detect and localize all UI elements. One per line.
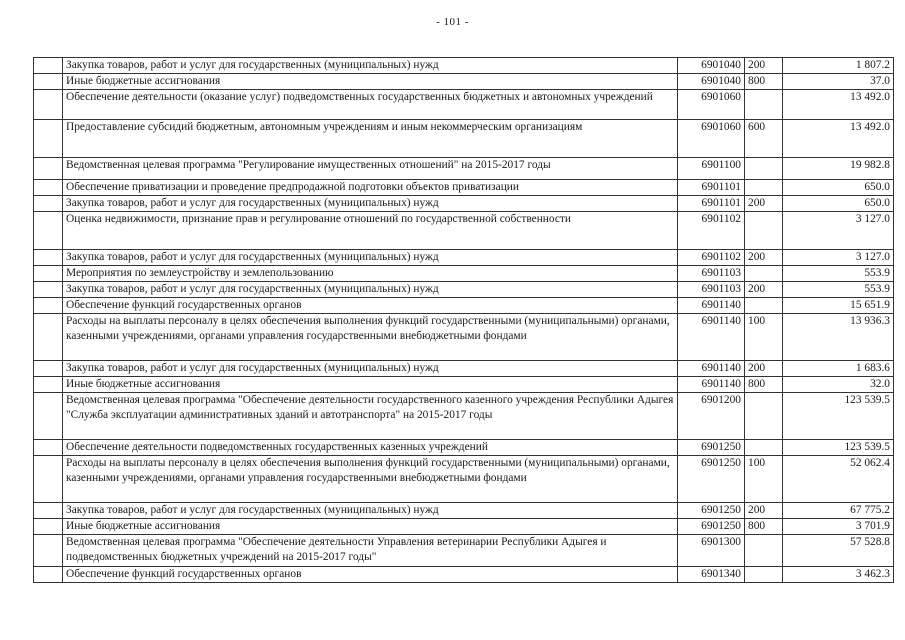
table-row — [34, 519, 894, 535]
table-row — [34, 440, 894, 456]
table-row — [34, 180, 894, 196]
table-row — [34, 503, 894, 519]
row-type-cell: 200 — [745, 58, 783, 74]
table-row — [34, 567, 894, 583]
row-code-cell: 6901060 — [678, 120, 745, 158]
row-name-cell: Расходы на выплаты персоналу в целях обеспечения выполнения функций государственными (муниципальными) органами, казенными учреждениями, органами управления государственными внебюджетными фондами — [63, 456, 678, 503]
table-row — [34, 266, 894, 282]
row-amount-cell: 1 683.6 — [783, 361, 894, 377]
row-code-cell: 6901101 — [678, 180, 745, 196]
row-marker-cell — [34, 212, 63, 250]
row-code-cell: 6901060 — [678, 90, 745, 120]
table-row — [34, 298, 894, 314]
row-type-cell: 200 — [745, 196, 783, 212]
row-code-cell: 6901200 — [678, 393, 745, 440]
row-code-cell: 6901140 — [678, 361, 745, 377]
row-name-cell: Закупка товаров, работ и услуг для государственных (муниципальных) нужд — [63, 503, 678, 519]
budget-table-body — [34, 58, 894, 583]
row-marker-cell — [34, 314, 63, 361]
row-marker-cell — [34, 74, 63, 90]
row-marker-cell — [34, 456, 63, 503]
row-type-cell: 800 — [745, 519, 783, 535]
row-type-cell — [745, 180, 783, 196]
row-code-cell: 6901103 — [678, 282, 745, 298]
row-marker-cell — [34, 120, 63, 158]
row-marker-cell — [34, 535, 63, 567]
row-type-cell — [745, 266, 783, 282]
row-marker-cell — [34, 266, 63, 282]
table-row — [34, 58, 894, 74]
row-amount-cell: 13 492.0 — [783, 120, 894, 158]
row-code-cell: 6901102 — [678, 250, 745, 266]
row-amount-cell: 13 492.0 — [783, 90, 894, 120]
row-marker-cell — [34, 519, 63, 535]
row-code-cell: 6901102 — [678, 212, 745, 250]
row-amount-cell: 553.9 — [783, 282, 894, 298]
row-code-cell: 6901101 — [678, 196, 745, 212]
row-code-cell: 6901140 — [678, 314, 745, 361]
row-amount-cell: 650.0 — [783, 196, 894, 212]
row-code-cell: 6901250 — [678, 456, 745, 503]
row-marker-cell — [34, 180, 63, 196]
table-row — [34, 393, 894, 440]
row-type-cell — [745, 535, 783, 567]
row-amount-cell: 57 528.8 — [783, 535, 894, 567]
table-row — [34, 158, 894, 180]
row-name-cell: Ведомственная целевая программа "Регулирование имущественных отношений" на 2015-2017 годы — [63, 158, 678, 180]
row-code-cell: 6901140 — [678, 377, 745, 393]
row-amount-cell: 3 127.0 — [783, 212, 894, 250]
row-amount-cell: 3 127.0 — [783, 250, 894, 266]
row-marker-cell — [34, 250, 63, 266]
row-code-cell: 6901103 — [678, 266, 745, 282]
row-name-cell: Ведомственная целевая программа "Обеспечение деятельности государственного казенного учреждения Республики Адыгея "Служба эксплуатации административных зданий и автотранспорта" на 2015-2017 годы — [63, 393, 678, 440]
table-row — [34, 250, 894, 266]
row-type-cell — [745, 393, 783, 440]
row-marker-cell — [34, 503, 63, 519]
row-name-cell: Оценка недвижимости, признание прав и регулирование отношений по государственной собственности — [63, 212, 678, 250]
row-amount-cell: 67 775.2 — [783, 503, 894, 519]
row-name-cell: Обеспечение деятельности (оказание услуг) подведомственных государственных бюджетных и автономных учреждений — [63, 90, 678, 120]
row-name-cell: Ведомственная целевая программа "Обеспечение деятельности Управления ветеринарии Республики Адыгея и подведомственных бюджетных учреждений на 2015-2017 годы" — [63, 535, 678, 567]
row-type-cell: 800 — [745, 74, 783, 90]
table-row — [34, 535, 894, 567]
row-name-cell: Обеспечение приватизации и проведение предпродажной подготовки объектов приватизации — [63, 180, 678, 196]
table-row — [34, 314, 894, 361]
row-name-cell: Закупка товаров, работ и услуг для государственных (муниципальных) нужд — [63, 196, 678, 212]
row-name-cell: Обеспечение деятельности подведомственных государственных казенных учреждений — [63, 440, 678, 456]
row-amount-cell: 3 462.3 — [783, 567, 894, 583]
row-type-cell — [745, 90, 783, 120]
row-type-cell: 600 — [745, 120, 783, 158]
row-type-cell: 100 — [745, 314, 783, 361]
row-type-cell — [745, 440, 783, 456]
table-row — [34, 361, 894, 377]
row-name-cell: Закупка товаров, работ и услуг для государственных (муниципальных) нужд — [63, 282, 678, 298]
row-type-cell: 200 — [745, 503, 783, 519]
row-amount-cell: 15 651.9 — [783, 298, 894, 314]
row-type-cell: 800 — [745, 377, 783, 393]
row-code-cell: 6901250 — [678, 519, 745, 535]
row-name-cell: Закупка товаров, работ и услуг для государственных (муниципальных) нужд — [63, 361, 678, 377]
row-amount-cell: 3 701.9 — [783, 519, 894, 535]
table-row — [34, 456, 894, 503]
row-marker-cell — [34, 158, 63, 180]
row-marker-cell — [34, 90, 63, 120]
page-number: - 101 - — [436, 16, 469, 28]
row-code-cell: 6901250 — [678, 503, 745, 519]
row-name-cell: Закупка товаров, работ и услуг для государственных (муниципальных) нужд — [63, 58, 678, 74]
row-marker-cell — [34, 58, 63, 74]
row-marker-cell — [34, 282, 63, 298]
budget-table — [33, 57, 894, 583]
row-name-cell: Иные бюджетные ассигнования — [63, 519, 678, 535]
row-name-cell: Расходы на выплаты персоналу в целях обеспечения выполнения функций государственными (муниципальными) органами, казенными учреждениями, органами управления государственными внебюджетными фондами — [63, 314, 678, 361]
table-row — [34, 196, 894, 212]
table-row — [34, 377, 894, 393]
row-amount-cell: 52 062.4 — [783, 456, 894, 503]
row-name-cell: Обеспечение функций государственных органов — [63, 298, 678, 314]
row-marker-cell — [34, 298, 63, 314]
row-amount-cell: 13 936.3 — [783, 314, 894, 361]
row-amount-cell: 553.9 — [783, 266, 894, 282]
row-marker-cell — [34, 361, 63, 377]
row-marker-cell — [34, 377, 63, 393]
row-name-cell: Предоставление субсидий бюджетным, автономным учреждениям и иным некоммерческим организациям — [63, 120, 678, 158]
table-row — [34, 74, 894, 90]
row-name-cell: Иные бюджетные ассигнования — [63, 74, 678, 90]
row-amount-cell: 32.0 — [783, 377, 894, 393]
row-amount-cell: 123 539.5 — [783, 393, 894, 440]
row-name-cell: Закупка товаров, работ и услуг для государственных (муниципальных) нужд — [63, 250, 678, 266]
row-type-cell: 200 — [745, 250, 783, 266]
row-amount-cell: 19 982.8 — [783, 158, 894, 180]
row-amount-cell: 650.0 — [783, 180, 894, 196]
row-amount-cell: 123 539.5 — [783, 440, 894, 456]
row-type-cell — [745, 567, 783, 583]
row-type-cell — [745, 298, 783, 314]
row-code-cell: 6901040 — [678, 74, 745, 90]
row-type-cell — [745, 212, 783, 250]
table-row — [34, 90, 894, 120]
row-name-cell: Обеспечение функций государственных органов — [63, 567, 678, 583]
row-amount-cell: 1 807.2 — [783, 58, 894, 74]
table-row — [34, 212, 894, 250]
row-type-cell: 200 — [745, 361, 783, 377]
row-code-cell: 6901300 — [678, 535, 745, 567]
row-marker-cell — [34, 567, 63, 583]
table-row — [34, 120, 894, 158]
row-code-cell: 6901340 — [678, 567, 745, 583]
row-type-cell — [745, 158, 783, 180]
table-row — [34, 282, 894, 298]
row-code-cell: 6901040 — [678, 58, 745, 74]
row-name-cell: Мероприятия по землеустройству и землепользованию — [63, 266, 678, 282]
row-name-cell: Иные бюджетные ассигнования — [63, 377, 678, 393]
row-amount-cell: 37.0 — [783, 74, 894, 90]
row-type-cell: 200 — [745, 282, 783, 298]
row-marker-cell — [34, 440, 63, 456]
row-type-cell: 100 — [745, 456, 783, 503]
row-marker-cell — [34, 196, 63, 212]
row-code-cell: 6901100 — [678, 158, 745, 180]
row-code-cell: 6901250 — [678, 440, 745, 456]
row-marker-cell — [34, 393, 63, 440]
row-code-cell: 6901140 — [678, 298, 745, 314]
